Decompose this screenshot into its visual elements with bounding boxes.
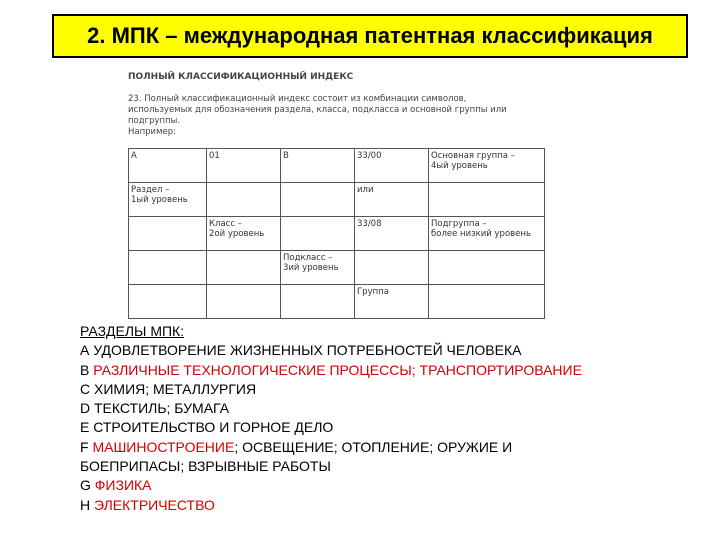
section-line [80, 341, 690, 360]
section-line [80, 418, 690, 437]
section-highlight-text: ЭЛЕКТРИЧЕСТВО [94, 496, 215, 513]
section-text: G [80, 477, 95, 494]
table-cell [129, 251, 207, 285]
table-cell: Группа [355, 285, 429, 319]
section-line [80, 457, 690, 476]
excerpt-paragraph-line: подгруппы. [128, 116, 181, 126]
section-highlight-text: РАЗЛИЧНЫЕ ТЕХНОЛОГИЧЕСКИЕ ПРОЦЕССЫ; ТРАНСПОРТИРОВАНИЕ [93, 361, 582, 378]
excerpt-paragraph-line: 23. Полный классификационный индекс состоит из комбинации символов, [128, 94, 467, 104]
table-cell: А [129, 149, 207, 183]
section-text: ; ОСВЕЩЕНИЕ; ОТОПЛЕНИЕ; ОРУЖИЕ И [234, 438, 513, 455]
example-index-table [128, 148, 545, 319]
section-text: E СТРОИТЕЛЬСТВО И ГОРНОЕ ДЕЛО [80, 419, 334, 436]
excerpt-paragraph-line: используемых для обозначения раздела, класса, подкласса и основной группы или [128, 105, 507, 115]
section-highlight-text: МАШИНОСТРОЕНИЕ [92, 438, 235, 455]
table-cell [355, 251, 429, 285]
table-cell: Раздел – 1ый уровень [129, 183, 207, 217]
table-cell: Класс – 2ой уровень [207, 217, 281, 251]
table-cell [429, 285, 545, 319]
table-cell [429, 183, 545, 217]
table-cell [207, 251, 281, 285]
section-text: D ТЕКСТИЛЬ; БУМАГА [80, 400, 230, 417]
table-cell [429, 251, 545, 285]
classification-index-excerpt [118, 66, 550, 308]
table-row [129, 285, 545, 319]
table-cell [281, 285, 355, 319]
section-text: Н [80, 496, 94, 513]
table-cell [129, 285, 207, 319]
excerpt-paragraph [128, 94, 528, 138]
table-cell: Основная группа – 4ый уровень [429, 149, 545, 183]
table-cell [207, 285, 281, 319]
section-line [80, 496, 690, 515]
table-row [129, 149, 545, 183]
table-cell: 33/00 [355, 149, 429, 183]
section-line [80, 476, 690, 495]
table-cell: 01 [207, 149, 281, 183]
section-line [80, 438, 690, 457]
table-row [129, 183, 545, 217]
slide-title [52, 14, 688, 58]
table-cell [281, 183, 355, 217]
slide-title-text: 2. МПК – международная патентная классификация [87, 23, 653, 48]
section-line [80, 380, 690, 399]
section-text: С ХИМИЯ; МЕТАЛЛУРГИЯ [80, 380, 257, 397]
section-text: А УДОВЛЕТВОРЕНИЕ ЖИЗНЕННЫХ ПОТРЕБНОСТЕЙ ЧЕЛОВЕКА [80, 342, 522, 359]
section-text: В [80, 361, 94, 378]
table-row [129, 251, 545, 285]
table-cell: В [281, 149, 355, 183]
section-text: F [80, 438, 93, 455]
excerpt-paragraph-line: Например: [128, 127, 176, 137]
section-line [80, 399, 690, 418]
table-cell [129, 217, 207, 251]
section-line [80, 361, 690, 380]
sections-header: РАЗДЕЛЫ МПК: [80, 323, 185, 339]
section-highlight-text: ФИЗИКА [94, 477, 152, 494]
ipc-sections-list [80, 322, 690, 515]
table-cell [281, 217, 355, 251]
section-text: БОЕПРИПАСЫ; ВЗРЫВНЫЕ РАБОТЫ [80, 458, 331, 475]
table-cell: Подкласс – 3ий уровень [281, 251, 355, 285]
table-cell: или [355, 183, 429, 217]
excerpt-heading: ПОЛНЫЙ КЛАССИФИКАЦИОННЫЙ ИНДЕКС [128, 72, 354, 82]
table-cell: Подгруппа – более низкий уровень [429, 217, 545, 251]
table-cell [207, 183, 281, 217]
table-cell: 33/08 [355, 217, 429, 251]
table-row [129, 217, 545, 251]
